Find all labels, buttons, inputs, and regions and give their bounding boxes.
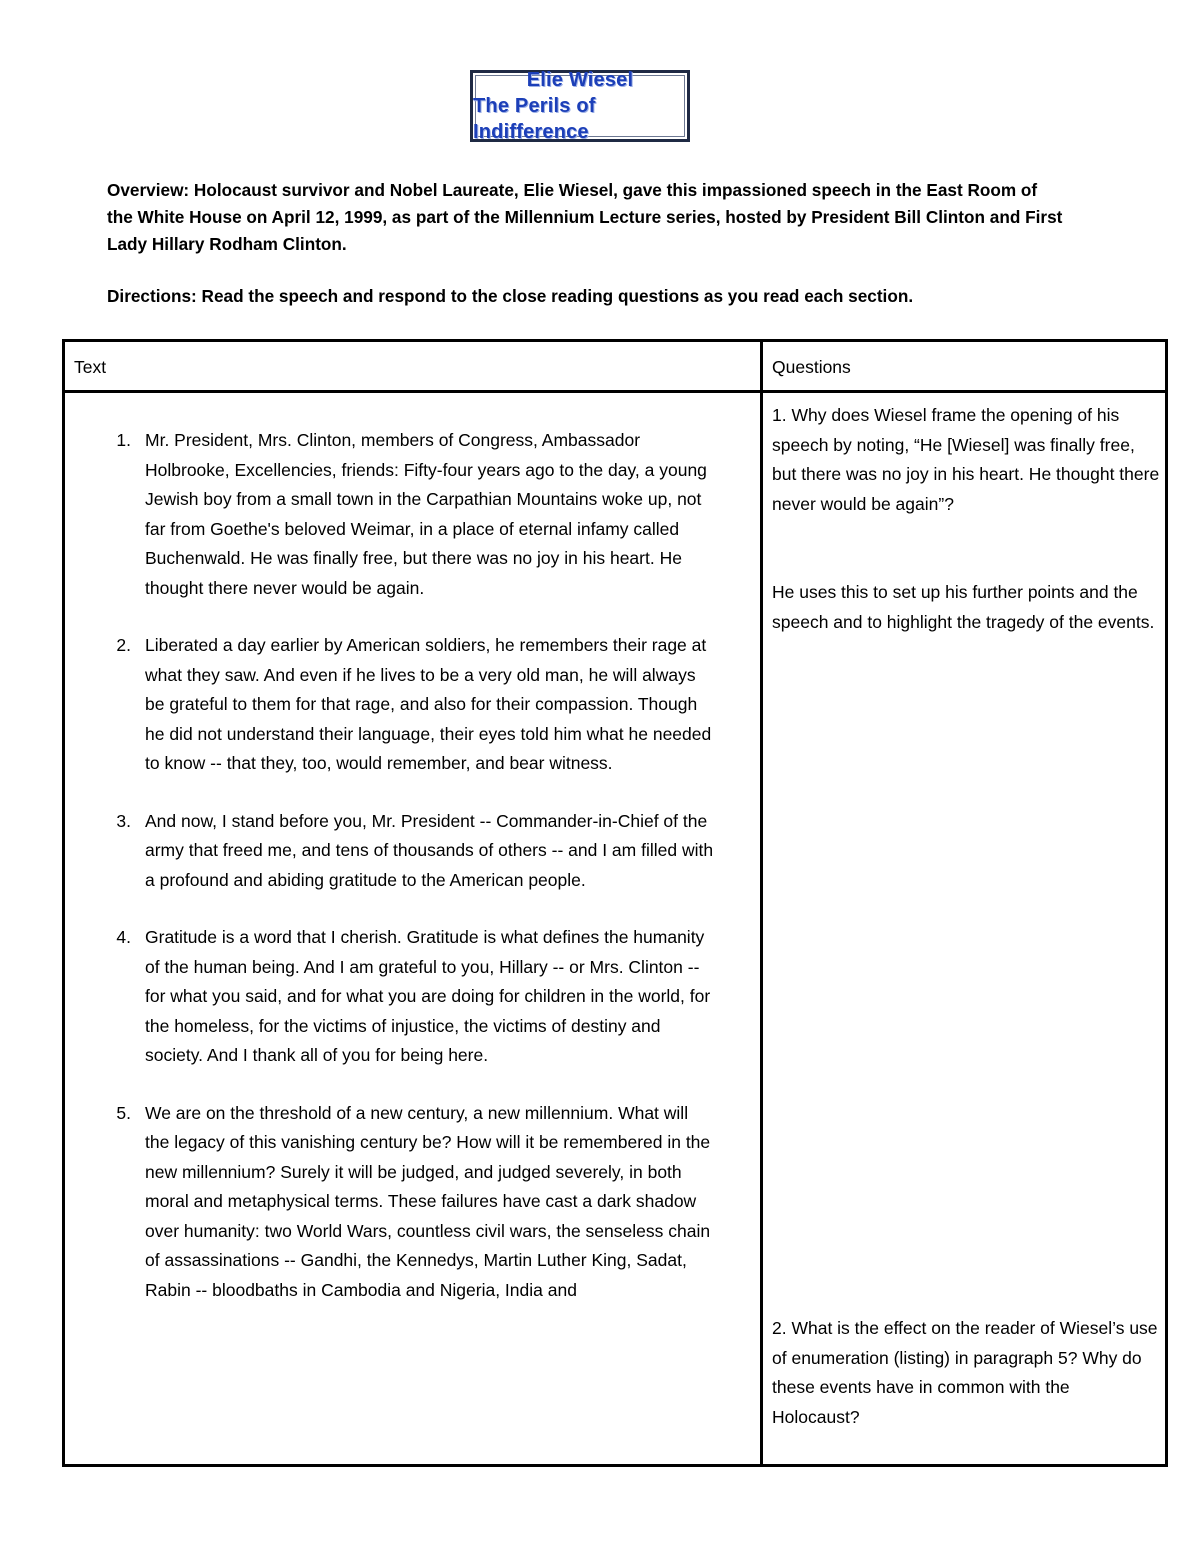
- overview-text: Overview: Holocaust survivor and Nobel Laureate, Elie Wiesel, gave this impassioned speech in the East Room of the White House on April 12, 1999, as part of the Millennium Lecture series, hosted by President Bill Clinton and First Lady Hillary Rodham Clinton.: [107, 180, 1063, 254]
- question-2: 2. What is the effect on the reader of Wiesel’s use of enumeration (listing) in paragraph 5? Why do these events have in common with the Holocaust?: [772, 1318, 1158, 1427]
- speech-paragraph: [65, 923, 755, 1071]
- paragraph-number: 4.: [116, 927, 131, 947]
- paragraph-text: We are on the threshold of a new century, a new millennium. What will the legacy of this vanishing century be? How will it be remembered in the new millennium? Surely it will be judged, and judged severely, in both moral and metaphysical terms. These failures have cast a dark shadow over humanity: two World Wars, countless civil wars, the senseless chain of assassinations -- Gandhi, the Kennedys, Martin Luther King, Sadat, Rabin -- bloodbaths in Cambodia and Nigeria, India and: [145, 1102, 711, 1300]
- paragraph-number: 3.: [116, 810, 131, 831]
- paragraph-text: And now, I stand before you, Mr. President -- Commander-in-Chief of the army that freed me, and tens of thousands of others -- and I am filled with a profound and abiding gratitude to the American people.: [145, 810, 714, 890]
- speech-paragraph-list: [65, 426, 755, 1333]
- column-divider: [760, 342, 763, 1464]
- paragraph-text: Gratitude is a word that I cherish. Gratitude is what defines the humanity of the human being. And I am grateful to you, Hillary -- or Mrs. Clinton -- for what you said, and for what you are doing for children in the world, for the homeless, for the victims of injustice, the victims of destiny and society. And I thank all of you for being here.: [145, 927, 711, 1065]
- reading-table: [62, 339, 1168, 1467]
- header-text: Text: [74, 357, 107, 377]
- paragraph-text: Mr. President, Mrs. Clinton, members of Congress, Ambassador Holbrooke, Excellencies, friends: Fifty-four years ago to the day, a young Jewish boy from a small town in the Carpathian Mountains woke up, not far from Goethe's beloved Weimar, in a place of eternal infamy called Buchenwald. He was finally free, but there was no joy in his heart. He thought there never would be again.: [145, 430, 707, 598]
- header-divider: [65, 390, 1165, 393]
- paragraph-number: 2.: [116, 635, 131, 655]
- speech-paragraph: [65, 1099, 755, 1306]
- paragraph-number: 5.: [116, 1102, 131, 1123]
- speech-paragraph: [65, 807, 755, 896]
- paragraph-text: Liberated a day earlier by American soldiers, he remembers their rage at what they saw. And even if he lives to be a very old man, he will always be grateful to them for that rage, and also for their compassion. Though he did not understand their language, their eyes told him what he needed to know -- that they, too, would remember, and bear witness.: [145, 635, 712, 773]
- paragraph-number: 1.: [116, 430, 131, 450]
- title-author: Elie Wiesel: [526, 69, 634, 91]
- answer-1: He uses this to set up his further points and the speech and to highlight the tragedy of the events.: [772, 582, 1155, 632]
- header-questions: Questions: [772, 357, 851, 377]
- title-speech: The Perils of Indifference: [473, 95, 596, 143]
- question-1: 1. Why does Wiesel frame the opening of his speech by noting, “He [Wiesel] was finally free, but there was no joy in his heart. He thought there never would be again”?: [772, 405, 1160, 514]
- directions-text: Directions: Read the speech and respond to the close reading questions as you read each section.: [107, 286, 914, 306]
- speech-paragraph: [65, 631, 755, 779]
- speech-paragraph: [65, 426, 755, 603]
- title-box: [470, 70, 690, 142]
